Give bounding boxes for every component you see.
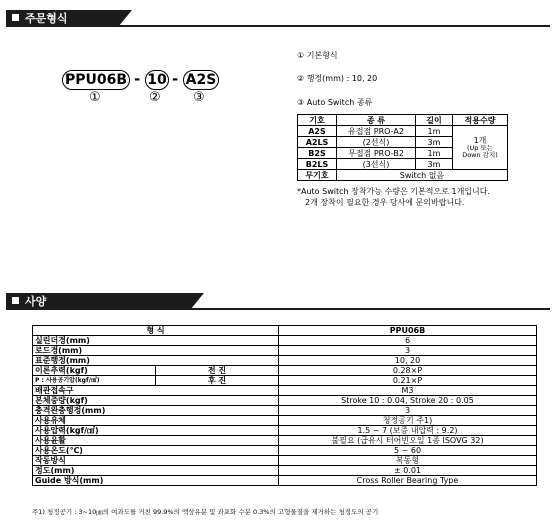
spec-value: 복동형: [279, 456, 537, 466]
spec-label: 사용압력(kgf/㎠): [33, 426, 279, 436]
spec-label: 본체중량(kgf): [33, 396, 279, 406]
spec-header-row: [33, 326, 537, 336]
table-row: [33, 406, 537, 416]
spec-label: 정도(mm): [33, 466, 279, 476]
section-header-order: [6, 10, 550, 27]
spec-label: 사용온도(℃): [33, 446, 279, 456]
table-row: [33, 436, 537, 446]
table-row: [33, 366, 537, 376]
code-part-switch: A2S: [183, 70, 219, 90]
cell-type: 무접점 PRO-B2: [337, 148, 416, 159]
cell-type: (2선식): [337, 137, 416, 148]
cell-type: 유접점 PRO-A2: [337, 126, 416, 137]
table-row: [33, 446, 537, 456]
cell-length: 3m: [416, 159, 453, 170]
table-row: [33, 346, 537, 356]
spec-label: 작동방식: [33, 456, 279, 466]
spec-value: ± 0.01: [279, 466, 537, 476]
table-row: [33, 376, 537, 386]
qty-sub1: (Up 또는: [466, 144, 494, 152]
table-row: [33, 356, 537, 366]
note-basic: ① 기본형식: [297, 51, 338, 60]
spec-header-model: PPU06B: [279, 326, 537, 336]
section-rule: [118, 25, 550, 27]
code-separator: -: [134, 70, 141, 88]
qty-main: 1개: [473, 136, 487, 145]
cell-qty: [453, 126, 508, 170]
spec-value: 1.5 ~ 7 (보증 내압력 : 9.2): [279, 426, 537, 436]
table-row: [33, 426, 537, 436]
cell-no-switch: Switch 없음: [337, 170, 508, 181]
spec-header-label: 형 식: [33, 326, 279, 336]
spec-value: 10, 20: [279, 356, 537, 366]
cell-type: (3선식): [337, 159, 416, 170]
spec-value: 0.21×P: [279, 376, 537, 386]
code-num-3: ③: [193, 90, 205, 105]
spec-label: Guide 방식(mm): [33, 476, 279, 486]
table-row: [33, 396, 537, 406]
code-separator: -: [172, 70, 179, 88]
table-row: [298, 126, 508, 137]
spec-label: 배관접속구: [33, 386, 279, 396]
table-row: [33, 386, 537, 396]
qty-sub2: Down 감지): [462, 151, 498, 159]
square-icon: [12, 14, 19, 21]
cell-code: A2LS: [298, 137, 337, 148]
footnote: 주1) 청정공기 : 3~10㎛의 여과도를 거친 99.9%의 액상유분 및 과포화 수분 0.3%의 고형물질을 제거하는 청정도의 공기: [32, 508, 379, 516]
spec-value: 0.28×P: [279, 366, 537, 376]
force-backward-label: 후 진: [156, 376, 279, 386]
cell-code: B2S: [298, 148, 337, 159]
table-row: [33, 416, 537, 426]
table-row: [33, 476, 537, 486]
cell-length: 1m: [416, 148, 453, 159]
switch-table: [297, 114, 508, 181]
col-type: 종 류: [337, 115, 416, 126]
cell-code: B2LS: [298, 159, 337, 170]
table-row: [33, 336, 537, 346]
col-qty: 적용수량: [453, 115, 508, 126]
switch-note-1: *Auto Switch 장착가능 수량은 기본적으로 1개입니다.: [297, 187, 491, 196]
spec-label: 사용윤활: [33, 436, 279, 446]
section-title-box: [6, 293, 190, 310]
note-switch: ③ Auto Switch 종류: [297, 98, 373, 107]
spec-value: Cross Roller Bearing Type: [279, 476, 537, 486]
table-row: [33, 456, 537, 466]
table-row: [33, 466, 537, 476]
cell-code: A2S: [298, 126, 337, 137]
table-row: [298, 170, 508, 181]
spec-label: 표준행정(mm): [33, 356, 279, 366]
cell-length: 3m: [416, 137, 453, 148]
section-title-box: [6, 10, 118, 27]
spec-value: Stroke 10 : 0.04, Stroke 20 : 0.05: [279, 396, 537, 406]
force-forward-label: 전 진: [156, 366, 279, 376]
spec-value: 청정공기 주1): [279, 416, 537, 426]
note-stroke: ② 행정(mm) : 10, 20: [297, 74, 378, 83]
cell-length: 1m: [416, 126, 453, 137]
force-sub-label: P : 사용공기압(kgf/㎠): [33, 376, 156, 386]
code-num-1: ①: [89, 90, 101, 105]
spec-label: 사용유체: [33, 416, 279, 426]
section-title: 주문형식: [25, 12, 68, 25]
switch-note-2: 2개 장착이 필요한 경우 당사에 문의바랍니다.: [305, 198, 465, 207]
spec-label: 실린더경(mm): [33, 336, 279, 346]
spec-value: 6: [279, 336, 537, 346]
col-code: 기호: [298, 115, 337, 126]
section-rule: [190, 308, 550, 310]
col-length: 길이: [416, 115, 453, 126]
spec-label: 로드경(mm): [33, 346, 279, 356]
spec-value: M3: [279, 386, 537, 396]
spec-label: 충격완충행정(mm): [33, 406, 279, 416]
code-part-stroke: 10: [145, 70, 169, 90]
code-num-2: ②: [149, 90, 161, 105]
section-title: 사양: [25, 295, 47, 308]
square-icon: [12, 297, 19, 304]
section-header-spec: [6, 293, 550, 310]
switch-table-header: [298, 115, 508, 126]
spec-value: 3: [279, 346, 537, 356]
cell-code: 무기호: [298, 170, 337, 181]
spec-value: 3: [279, 406, 537, 416]
spec-label: 이론추력(kgf): [33, 366, 156, 376]
spec-value: 불필요 (급유시 터어빈오일 1종 ISOVG 32): [279, 436, 537, 446]
spec-table: [32, 325, 537, 486]
spec-value: 5 ~ 60: [279, 446, 537, 456]
code-part-basic: PPU06B: [62, 70, 130, 90]
